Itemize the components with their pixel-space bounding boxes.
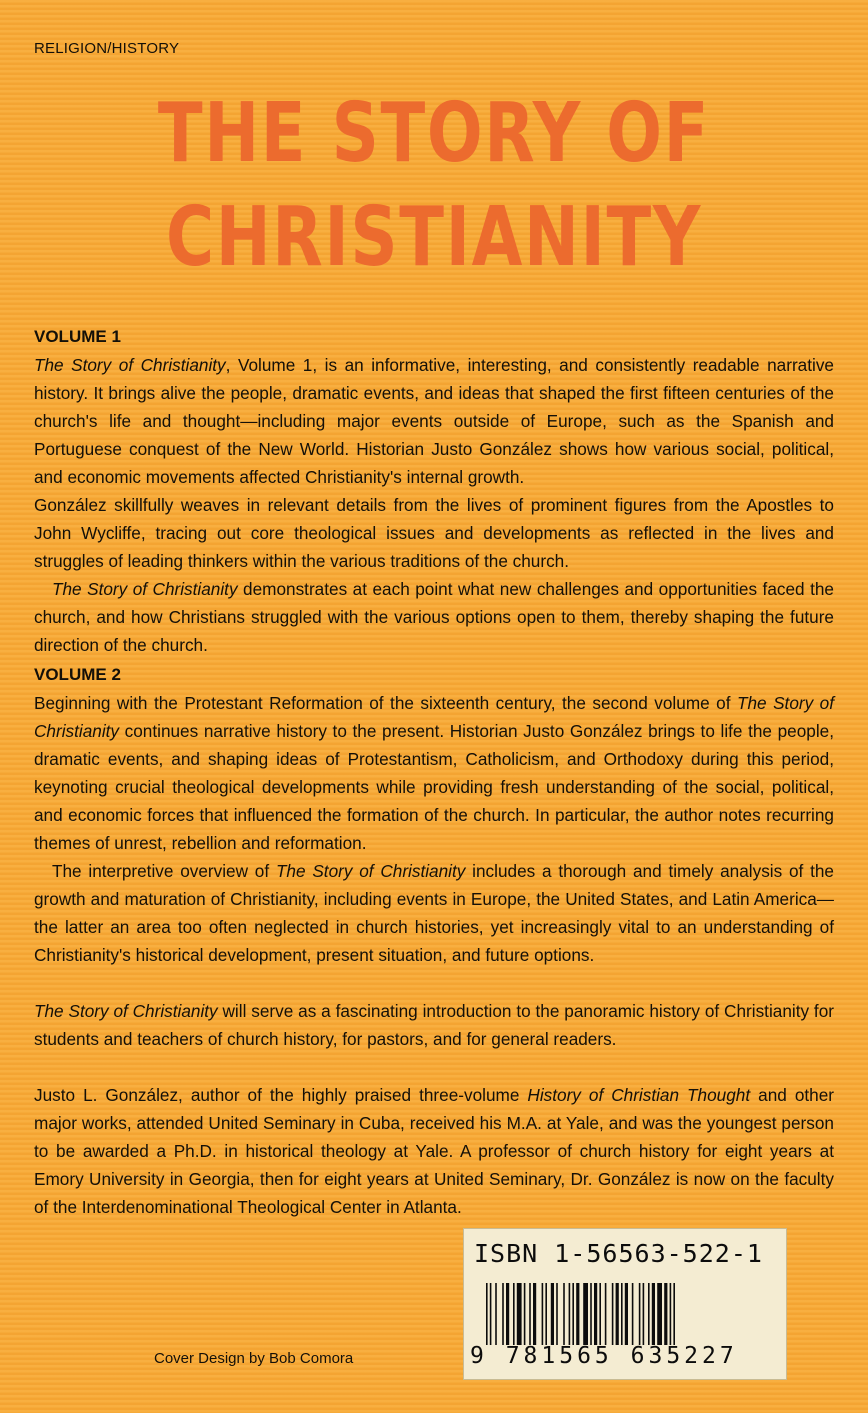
paragraph-text: includes a thorough and timely analysis of the growth and maturation of Christianity, including events in Europe, the United States, and Latin America—the latter an area too often neglected in church histories, yet increasingly vital to an understanding of Christianity's historical development, present situation, and future options. <box>34 861 834 965</box>
paragraph-text: demonstrates at each point what new challenges and opportunities faced the church, and how Christians struggled with the various options open to them, thereby shaping the future direction of the church. <box>34 579 834 655</box>
barcode-bar <box>563 1283 565 1345</box>
barcode-bar <box>616 1283 619 1345</box>
barcode-bar <box>583 1283 588 1345</box>
barcode-icon <box>484 1283 774 1345</box>
volume-1-paragraph-1 <box>34 351 834 491</box>
paragraph-text: will serve as a fascinating introduction to the panoramic history of Christianity for students and teachers of church history, for pastors, and for general readers. <box>34 1001 834 1049</box>
barcode-bar <box>529 1283 531 1345</box>
barcode-digits: 9 781565 635227 <box>470 1343 738 1369</box>
summary-paragraph <box>34 997 834 1053</box>
barcode-bar <box>495 1283 497 1345</box>
volume-1-paragraph-2: González skillfully weaves in relevant details from the lives of prominent figures from the Apostles to John Wycliffe, tracing out core theological issues and developments as reflected in the lives and struggles of leading thinkers within the various traditions of the church. <box>34 495 834 571</box>
barcode-bar <box>648 1283 650 1345</box>
cover-design-credit: Cover Design by Bob Comora <box>154 1350 354 1367</box>
book-title-line-2: CHRISTIANITY <box>166 190 702 285</box>
paragraph-text: Justo L. González, author of the highly praised three-volume <box>34 1085 528 1105</box>
volume-2-paragraph-1 <box>34 689 834 857</box>
book-title-reference: The Story of Christianity <box>34 693 834 741</box>
book-title-reference: History of Christian Thought <box>527 1085 751 1105</box>
barcode-bar <box>545 1283 547 1345</box>
barcode-bar <box>524 1283 526 1345</box>
volume-2-paragraph-2 <box>34 857 834 969</box>
barcode-bar <box>657 1283 662 1345</box>
volume-1-paragraph-3 <box>34 575 834 659</box>
barcode-bar <box>590 1283 592 1345</box>
barcode-bar <box>599 1283 601 1345</box>
barcode-bar <box>673 1283 675 1345</box>
volume-2-heading: VOLUME 2 <box>34 665 121 684</box>
author-bio-paragraph <box>34 1081 834 1221</box>
isbn-number: ISBN 1-56563-522-1 <box>474 1239 763 1268</box>
paragraph-text: Beginning with the Protestant Reformation of the sixteenth century, the second volume of <box>34 693 737 713</box>
barcode-bar <box>556 1283 558 1345</box>
book-title-reference: The Story of Christianity <box>34 355 226 375</box>
book-title <box>87 82 781 290</box>
barcode-bar <box>594 1283 597 1345</box>
description-body <box>34 323 834 1221</box>
barcode-bar <box>569 1283 571 1345</box>
isbn-barcode-label <box>463 1228 787 1380</box>
barcode-bar <box>517 1283 522 1345</box>
category-label: RELIGION/HISTORY <box>34 40 180 57</box>
barcode-bar <box>542 1283 544 1345</box>
volume-1-heading: VOLUME 1 <box>34 327 121 346</box>
barcode-bar <box>643 1283 645 1345</box>
barcode-bar <box>533 1283 536 1345</box>
paragraph-text: , Volume 1, is an informative, interesting, and consistently readable narrative history. It brings alive the people, dramatic events, and ideas that shaped the first fifteen centuries of the church's life and thought—including major events outside of Europe, such as the Spanish and Portuguese conquest of the New World. Historian Justo González shows how various social, political, and economic movements affected Christianity's internal growth. <box>34 355 834 487</box>
barcode-bar <box>621 1283 623 1345</box>
barcode-bar <box>572 1283 574 1345</box>
book-title-reference: The Story of Christianity <box>52 579 238 599</box>
barcode-bar <box>670 1283 672 1345</box>
book-title-line-1: THE STORY OF <box>157 86 711 181</box>
paragraph-text: and other major works, attended United Seminary in Cuba, received his M.A. at Yale, and was the youngest person to be awarded a Ph.D. in historical theology at Yale. A professor of church history for eight years at Emory University in Georgia, then for eight years at United Seminary, Dr. González is now on the faculty of the Interdenominational Theological Center in Atlanta. <box>34 1085 834 1217</box>
paragraph-text: The interpretive overview of <box>52 861 276 881</box>
barcode-bar <box>506 1283 509 1345</box>
barcode-bar <box>490 1283 492 1345</box>
barcode-bar <box>632 1283 634 1345</box>
barcode-bar <box>612 1283 614 1345</box>
barcode-bar <box>576 1283 579 1345</box>
barcode-bar <box>486 1283 488 1345</box>
barcode-bar <box>502 1283 504 1345</box>
barcode-bar <box>652 1283 655 1345</box>
barcode-bar <box>551 1283 554 1345</box>
barcode-bar <box>625 1283 628 1345</box>
barcode-bar <box>639 1283 641 1345</box>
paragraph-text: continues narrative history to the present. Historian Justo González brings to life the people, dramatic events, and shaping ideas of Protestantism, Catholicism, and Orthodoxy during this period, keynoting crucial theological developments while providing fresh understanding of the social, political, and economic forces that influenced the formation of the church. In particular, the author notes recurring themes of unrest, rebellion and reformation. <box>34 721 834 853</box>
barcode-bar <box>513 1283 515 1345</box>
barcode-bar <box>664 1283 667 1345</box>
barcode-bar <box>605 1283 607 1345</box>
book-title-reference: The Story of Christianity <box>275 861 466 881</box>
book-title-reference: The Story of Christianity <box>34 1001 218 1021</box>
